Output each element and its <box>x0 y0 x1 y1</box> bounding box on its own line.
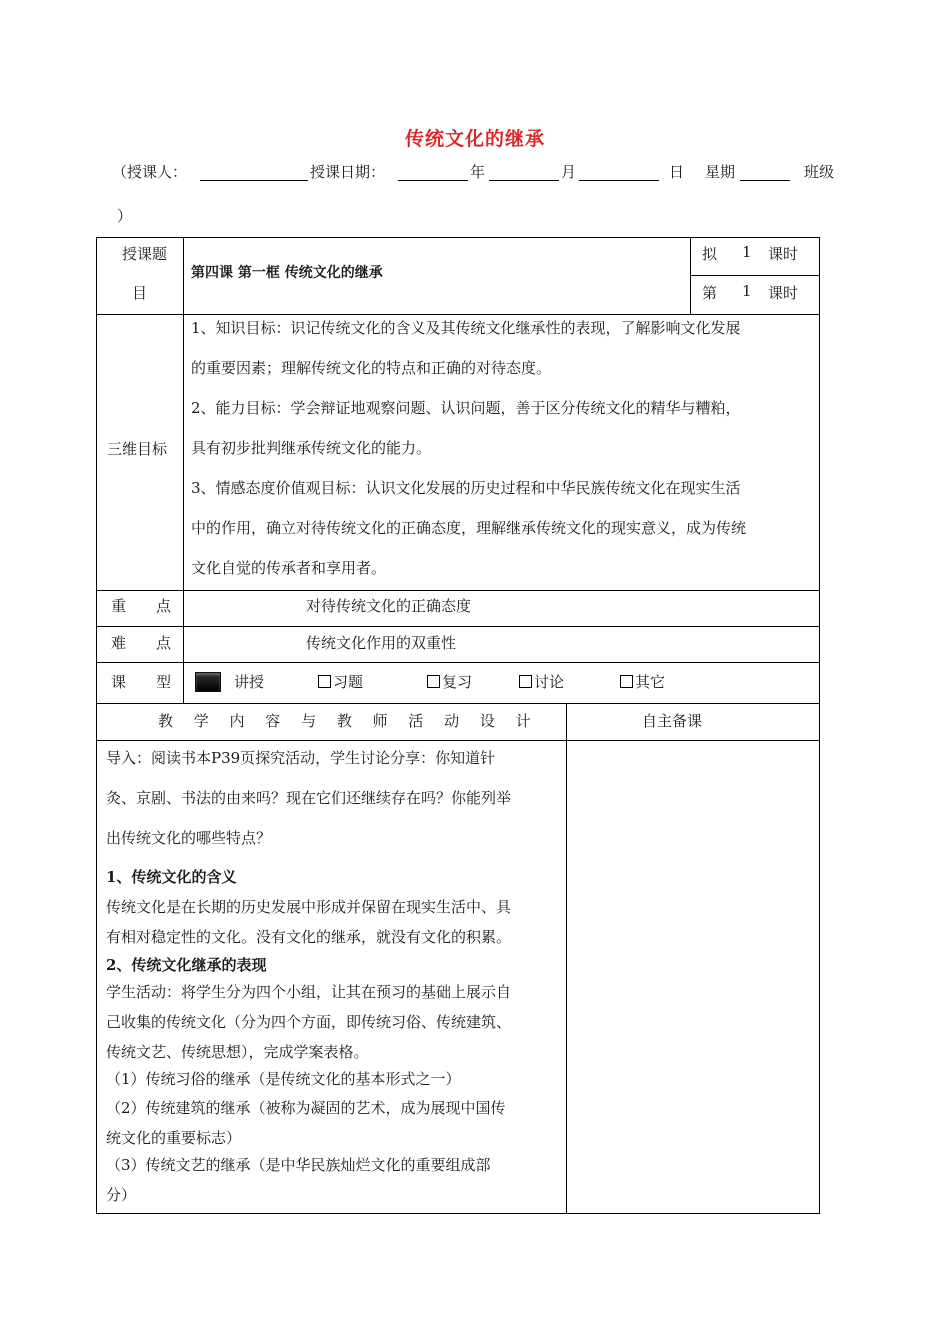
section-paragraph-1: 传统文化是在长期的历史发展中形成并保留在现实生活中、具 有相对稳定性的文化。没有文化的继承，就没有文化的积累。 <box>106 898 512 946</box>
lecture-checkbox-checked[interactable] <box>195 672 221 692</box>
plan-unit-1: 课时 <box>768 245 799 263</box>
plan-label-1: 拟 <box>702 245 718 263</box>
plan-num-1: 1 <box>742 243 752 261</box>
key-value: 对待传统文化的正确态度 <box>306 597 472 615</box>
info-year: 年 <box>470 163 486 181</box>
goal-line: 1、知识目标：识记传统文化的含义及其传统文化继承性的表现，了解影响文化发展 <box>191 319 741 337</box>
day-blank[interactable] <box>579 180 659 181</box>
type-review[interactable]: 复习 <box>427 671 472 692</box>
info-month: 月 <box>561 163 577 181</box>
table-line-difficulty <box>96 662 820 663</box>
checkbox-icon <box>427 675 440 688</box>
list-item: （1）传统习俗的继承（是传统文化的基本形式之一） <box>106 1070 461 1088</box>
topic-label-1: 授课题 <box>122 245 168 263</box>
section-heading-1: 1、传统文化的含义 <box>106 868 237 886</box>
goals-label: 三维目标 <box>107 440 168 458</box>
lesson-info-line <box>112 161 842 185</box>
table-line-goals <box>96 590 820 591</box>
goal-line: 具有初步批判继承传统文化的能力。 <box>191 439 432 457</box>
checkbox-icon <box>519 675 532 688</box>
section-paragraph-2: 学生活动：将学生分为四个小组，让其在预习的基础上展示自 己收集的传统文化（分为四个方面，即传统习俗、传统建筑、 传统文艺、传统思想），完成学案表格。 <box>106 983 512 1061</box>
table-line-selfprep-col <box>566 703 567 1213</box>
topic-value: 第四课 第一框 传统文化的继承 <box>191 265 383 281</box>
type-label: 课 型 <box>111 673 172 691</box>
info-teacher-label: （授课人： <box>112 163 188 181</box>
type-discussion[interactable]: 讨论 <box>519 671 564 692</box>
checkbox-icon <box>620 675 633 688</box>
section-heading-2: 2、传统文化继承的表现 <box>106 956 267 974</box>
intro-paragraph: 导入：阅读书本P39页探究活动，学生讨论分享：你知道针 灸、京剧、书法的由来吗？现在它们还继续存在吗？你能列举 出传统文化的哪些特点？ <box>106 749 512 847</box>
difficulty-value: 传统文化作用的双重性 <box>306 634 457 652</box>
table-line-type <box>96 703 820 704</box>
list-item: （3）传统文艺的继承（是中华民族灿烂文化的重要组成部 分） <box>106 1156 491 1204</box>
checkbox-icon <box>318 675 331 688</box>
table-border-bottom <box>96 1213 820 1214</box>
self-prep-header: 自主备课 <box>642 712 703 730</box>
table-border-right <box>819 237 820 1213</box>
table-border-top <box>96 237 820 238</box>
weekday-blank[interactable] <box>740 180 790 181</box>
info-day: 日 <box>669 163 685 181</box>
type-lecture: 讲授 <box>234 673 265 691</box>
type-exercise[interactable]: 习题 <box>318 671 363 692</box>
goal-line: 的重要因素；理解传统文化的特点和正确的对待态度。 <box>191 359 552 377</box>
info-date-label: 授课日期： <box>310 163 386 181</box>
difficulty-label: 难 点 <box>111 634 172 652</box>
teacher-blank[interactable] <box>200 180 308 181</box>
list-item: （2）传统建筑的继承（被称为凝固的艺术，成为展现中国传 统文化的重要标志） <box>106 1099 506 1147</box>
info-paren-close: ） <box>117 207 133 225</box>
table-line-key <box>96 626 820 627</box>
goal-line: 文化自觉的传承者和享用者。 <box>191 559 387 577</box>
info-class: 班级 <box>804 163 835 181</box>
goal-line: 中的作用，确立对待传统文化的正确态度，理解继承传统文化的现实意义，成为传统 <box>191 519 747 537</box>
key-label: 重 点 <box>111 597 172 615</box>
year-blank[interactable] <box>398 180 468 181</box>
plan-label-2: 第 <box>702 284 718 302</box>
type-other[interactable]: 其它 <box>620 671 665 692</box>
plan-unit-2: 课时 <box>768 284 799 302</box>
goal-line: 3、情感态度价值观目标：认识文化发展的历史过程和中华民族传统文化在现实生活 <box>191 479 741 497</box>
goal-line: 2、能力目标：学会辩证地观察问题、认识问题，善于区分传统文化的精华与糟粕， <box>191 399 741 417</box>
table-line-labels <box>183 237 184 703</box>
table-line-plan-col <box>690 237 691 314</box>
page-title: 传统文化的继承 <box>404 128 545 150</box>
info-weekday: 星期 <box>705 163 736 181</box>
plan-num-2: 1 <box>742 282 752 300</box>
goals-text <box>191 308 816 588</box>
topic-label-2: 目 <box>132 284 148 302</box>
design-header: 教 学 内 容 与 教 师 活 动 设 计 <box>158 712 539 730</box>
table-line-plan <box>690 275 820 276</box>
month-blank[interactable] <box>489 180 559 181</box>
table-border-left <box>96 237 97 1213</box>
